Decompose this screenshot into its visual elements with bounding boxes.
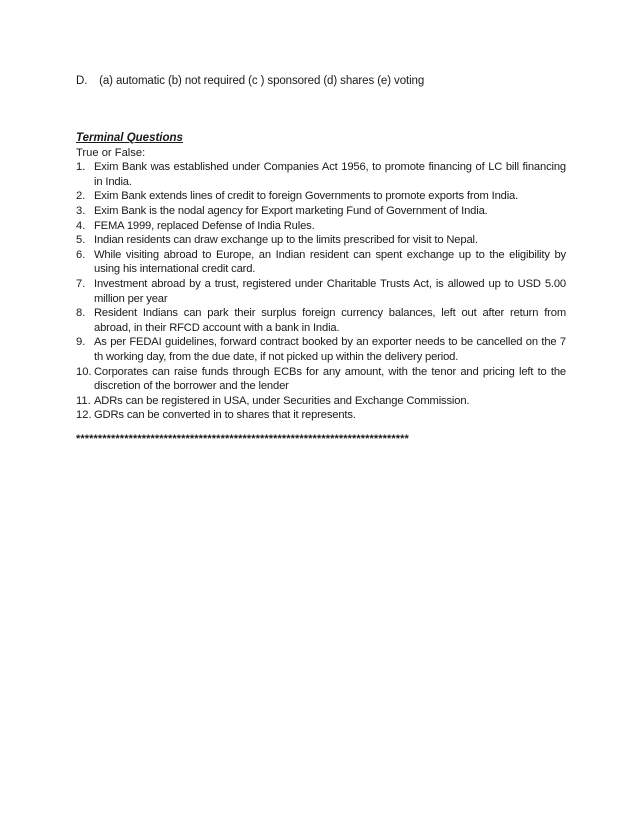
separator-stars: **************************************************************************** (76, 432, 409, 445)
question-text: FEMA 1999, replaced Defense of India Rules. (94, 219, 315, 232)
question-number: 1. (76, 161, 86, 174)
question-text: As per FEDAI guidelines, forward contract booked by an exporter needs to be cancelled on the 7 th working day, from the due date, if not picked up within the delivery period. (94, 336, 566, 363)
question-number: 11. (76, 394, 91, 407)
question-text: ADRs can be registered in USA, under Securities and Exchange Commission. (94, 394, 470, 407)
question-text: GDRs can be converted in to shares that it represents. (94, 409, 356, 422)
answer-prefix: D. (76, 75, 88, 87)
question-item (76, 277, 566, 306)
question-text: Exim Bank extends lines of credit to foreign Governments to promote exports from India. (94, 190, 519, 203)
question-number: 9. (76, 336, 86, 349)
question-item (76, 408, 566, 423)
question-number: 8. (76, 307, 86, 320)
question-text: Investment abroad by a trust, registered under Charitable Trusts Act, is allowed up to USD 5.00 million per year (94, 277, 566, 305)
question-item (76, 189, 566, 204)
question-text: Resident Indians can park their surplus foreign currency balances, left out after return from abroad, in their RFCD account with a bank in India. (94, 307, 566, 334)
question-text: Indian residents can draw exchange up to the limits prescribed for visit to Nepal. (94, 234, 478, 247)
question-text: While visiting abroad to Europe, an Indian resident can spent exchange up to the eligibility by using his international credit card. (94, 248, 566, 276)
question-number: 5. (76, 234, 86, 247)
question-text: Exim Bank is the nodal agency for Export marketing Fund of Government of India. (94, 204, 488, 217)
question-number: 10. (76, 365, 92, 378)
question-item (76, 306, 566, 335)
question-item (76, 365, 566, 394)
answer-line (76, 75, 424, 87)
question-number: 6. (76, 248, 86, 261)
answer-text: (a) automatic (b) not required (c ) sponsored (d) shares (e) voting (99, 75, 425, 87)
section-title: Terminal Questions (76, 132, 183, 144)
question-text: Corporates can raise funds through ECBs for any amount, with the tenor and pricing left to the discretion of the borrower and the lender (94, 365, 566, 393)
question-item (76, 219, 566, 234)
question-item (76, 204, 566, 219)
question-item (76, 335, 566, 364)
question-item (76, 233, 566, 248)
terminal-questions-section (76, 131, 566, 446)
question-item (76, 394, 566, 409)
question-number: 7. (76, 277, 86, 290)
question-list (76, 160, 566, 423)
section-subtitle: True or False: (76, 146, 146, 159)
question-text: Exim Bank was established under Companies Act 1956, to promote financing of LC bill financing in India. (94, 161, 566, 188)
question-item (76, 160, 566, 189)
question-item (76, 248, 566, 277)
question-number: 12. (76, 409, 92, 422)
question-number: 2. (76, 190, 86, 203)
question-number: 3. (76, 204, 86, 217)
question-number: 4. (76, 219, 86, 232)
